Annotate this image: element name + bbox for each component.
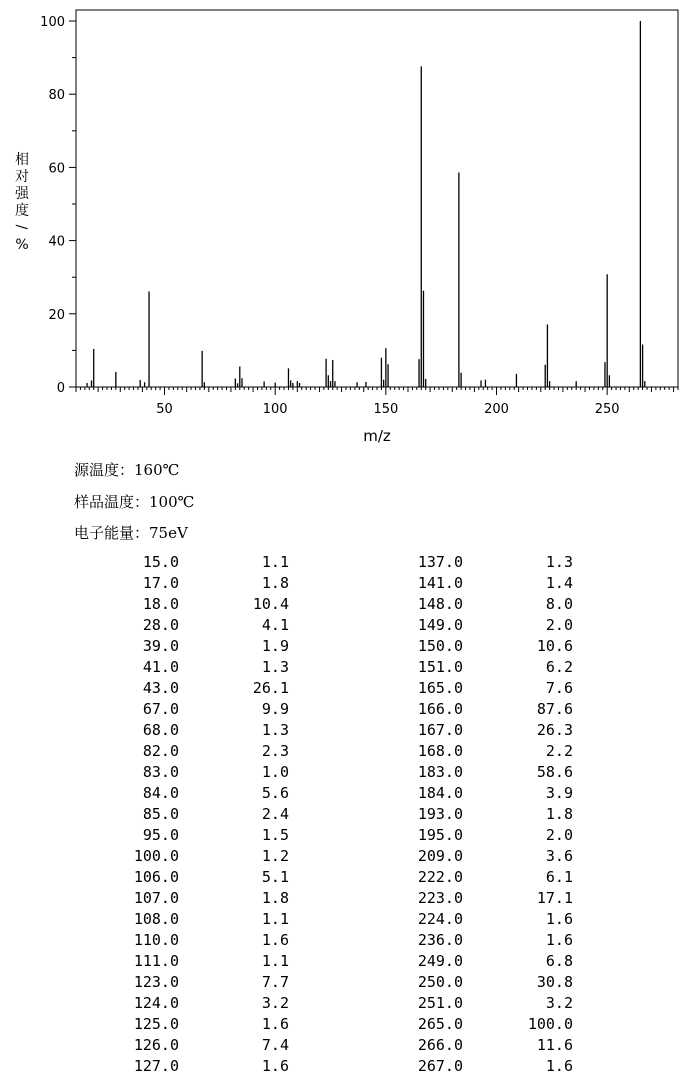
table-row: [0, 594, 680, 615]
intensity-value: 8.0: [545, 595, 573, 613]
mz-value: 125.0: [133, 1015, 179, 1033]
mz-value: 267.0: [417, 1057, 463, 1075]
x-tick-label: 50: [156, 402, 173, 417]
intensity-value: 10.4: [252, 595, 289, 613]
intensity-value: 1.6: [261, 1057, 289, 1075]
mz-value: 15.0: [142, 553, 179, 571]
intensity-value: 1.3: [261, 658, 289, 676]
table-row: [0, 993, 680, 1014]
mz-value: 39.0: [142, 637, 179, 655]
table-row: [0, 615, 680, 636]
condition-electron-energy: [74, 522, 188, 543]
intensity-value: 10.6: [536, 637, 573, 655]
table-row: [0, 867, 680, 888]
y-tick-label: 60: [48, 161, 65, 177]
intensity-value: 2.3: [261, 742, 289, 760]
table-row: [0, 825, 680, 846]
intensity-value: 7.6: [545, 679, 573, 697]
mz-value: 236.0: [417, 931, 463, 949]
mz-value: 83.0: [142, 763, 179, 781]
table-row: [0, 846, 680, 867]
mz-value: 18.0: [142, 595, 179, 613]
intensity-value: 1.6: [545, 910, 573, 928]
chart-axes: [76, 10, 678, 387]
x-tick-label: 200: [484, 402, 509, 417]
intensity-value: 1.3: [545, 553, 573, 571]
x-tick-label: 250: [594, 402, 620, 417]
y-axis-label: [13, 151, 30, 253]
table-row: [0, 552, 680, 573]
mz-value: 193.0: [417, 805, 463, 823]
intensity-value: 1.9: [261, 637, 289, 655]
table-row: [0, 741, 680, 762]
table-row: [0, 657, 680, 678]
mz-value: 222.0: [417, 868, 463, 886]
intensity-value: 1.4: [545, 574, 573, 592]
mz-value: 95.0: [142, 826, 179, 844]
intensity-value: 26.3: [536, 721, 573, 739]
intensity-value: 9.9: [261, 700, 289, 718]
intensity-value: 1.5: [261, 826, 289, 844]
intensity-value: 1.8: [261, 574, 289, 592]
intensity-value: 58.6: [536, 763, 573, 781]
table-row: [0, 678, 680, 699]
table-row: [0, 930, 680, 951]
mz-value: 148.0: [417, 595, 463, 613]
condition-value: 75eV: [149, 524, 188, 542]
table-row: [0, 888, 680, 909]
mz-value: 82.0: [142, 742, 179, 760]
intensity-value: 30.8: [536, 973, 573, 991]
mz-value: 183.0: [417, 763, 463, 781]
mz-value: 150.0: [417, 637, 463, 655]
intensity-value: 3.9: [545, 784, 573, 802]
mz-value: 149.0: [417, 616, 463, 634]
condition-label: 样品温度：: [74, 493, 150, 511]
mz-value: 266.0: [417, 1036, 463, 1054]
mz-value: 123.0: [133, 973, 179, 991]
intensity-value: 2.0: [545, 616, 573, 634]
table-row: [0, 1056, 680, 1077]
y-axis-label-char: 对: [15, 169, 29, 185]
intensity-value: 1.6: [545, 931, 573, 949]
y-tick-label: 80: [48, 88, 65, 104]
y-axis-label-char: 强: [15, 186, 29, 202]
intensity-value: 3.2: [261, 994, 289, 1012]
y-tick-label: 40: [48, 234, 65, 250]
intensity-value: 1.1: [261, 553, 289, 571]
mz-value: 17.0: [142, 574, 179, 592]
mz-value: 41.0: [142, 658, 179, 676]
mz-value: 28.0: [142, 616, 179, 634]
mz-value: 141.0: [417, 574, 463, 592]
mz-value: 249.0: [417, 952, 463, 970]
intensity-value: 5.1: [261, 868, 289, 886]
mz-value: 165.0: [417, 679, 463, 697]
mz-value: 137.0: [417, 553, 463, 571]
intensity-value: 6.2: [545, 658, 573, 676]
table-row: [0, 972, 680, 993]
table-row: [0, 951, 680, 972]
mz-value: 100.0: [133, 847, 179, 865]
intensity-value: 7.7: [261, 973, 289, 991]
mz-value: 84.0: [142, 784, 179, 802]
intensity-value: 1.3: [261, 721, 289, 739]
plot-frame: [76, 10, 678, 387]
condition-source-temp: [74, 459, 179, 480]
intensity-value: 3.2: [545, 994, 573, 1012]
table-row: [0, 1035, 680, 1056]
intensity-value: 4.1: [261, 616, 289, 634]
intensity-value: 2.0: [545, 826, 573, 844]
intensity-value: 1.1: [261, 910, 289, 928]
mz-value: 167.0: [417, 721, 463, 739]
mz-value: 195.0: [417, 826, 463, 844]
condition-sample-temp: [74, 491, 194, 512]
y-axis-label-char: 相: [15, 152, 29, 168]
table-row: [0, 909, 680, 930]
intensity-value: 1.8: [545, 805, 573, 823]
chart-ticks: [40, 15, 678, 417]
table-row: [0, 1014, 680, 1035]
condition-value: 100℃: [149, 493, 195, 511]
x-tick-label: 100: [262, 402, 288, 417]
mz-value: 85.0: [142, 805, 179, 823]
intensity-value: 1.1: [261, 952, 289, 970]
intensity-value: 1.6: [261, 1015, 289, 1033]
table-row: [0, 783, 680, 804]
mz-value: 151.0: [417, 658, 463, 676]
intensity-value: 3.6: [545, 847, 573, 865]
mz-value: 223.0: [417, 889, 463, 907]
intensity-value: 100.0: [527, 1015, 573, 1033]
mz-value: 110.0: [133, 931, 179, 949]
table-row: [0, 804, 680, 825]
x-axis-label: m/z: [363, 427, 391, 445]
mz-value: 265.0: [417, 1015, 463, 1033]
intensity-value: 1.2: [261, 847, 289, 865]
intensity-value: 26.1: [252, 679, 289, 697]
mz-value: 107.0: [133, 889, 179, 907]
mz-value: 251.0: [417, 994, 463, 1012]
mz-value: 67.0: [142, 700, 179, 718]
intensity-value: 2.2: [545, 742, 573, 760]
mz-value: 166.0: [417, 700, 463, 718]
intensity-value: 6.8: [545, 952, 573, 970]
intensity-value: 11.6: [536, 1036, 573, 1054]
condition-label: 源温度：: [74, 461, 135, 479]
y-axis-label-char: %: [15, 237, 29, 253]
mz-value: 126.0: [133, 1036, 179, 1054]
mz-value: 224.0: [417, 910, 463, 928]
y-axis-label-char: 度: [15, 203, 29, 219]
table-row: [0, 573, 680, 594]
mass-spectrum-chart: [0, 0, 680, 450]
mz-value: 250.0: [417, 973, 463, 991]
mz-value: 111.0: [133, 952, 179, 970]
intensity-value: 5.6: [261, 784, 289, 802]
y-tick-label: 100: [40, 15, 65, 30]
y-tick-label: 20: [48, 307, 65, 323]
mz-value: 184.0: [417, 784, 463, 802]
mz-value: 108.0: [133, 910, 179, 928]
intensity-value: 1.6: [545, 1057, 573, 1075]
mz-value: 127.0: [133, 1057, 179, 1075]
table-row: [0, 699, 680, 720]
condition-value: 160℃: [134, 461, 180, 479]
x-tick-label: 150: [373, 402, 399, 417]
mz-value: 209.0: [417, 847, 463, 865]
chart-bars: [87, 21, 645, 387]
y-tick-label: 0: [56, 381, 65, 396]
table-row: [0, 720, 680, 741]
y-axis-label-char: /: [13, 224, 29, 230]
intensity-value: 17.1: [536, 889, 573, 907]
intensity-value: 1.8: [261, 889, 289, 907]
mz-value: 106.0: [133, 868, 179, 886]
intensity-value: 1.0: [261, 763, 289, 781]
intensity-value: 6.1: [545, 868, 573, 886]
table-row: [0, 762, 680, 783]
intensity-value: 7.4: [261, 1036, 289, 1054]
condition-label: 电子能量：: [74, 524, 150, 542]
mz-value: 124.0: [133, 994, 179, 1012]
table-row: [0, 636, 680, 657]
mz-value: 43.0: [142, 679, 179, 697]
intensity-value: 2.4: [261, 805, 289, 823]
intensity-value: 87.6: [536, 700, 573, 718]
intensity-value: 1.6: [261, 931, 289, 949]
mz-value: 168.0: [417, 742, 463, 760]
mz-value: 68.0: [142, 721, 179, 739]
